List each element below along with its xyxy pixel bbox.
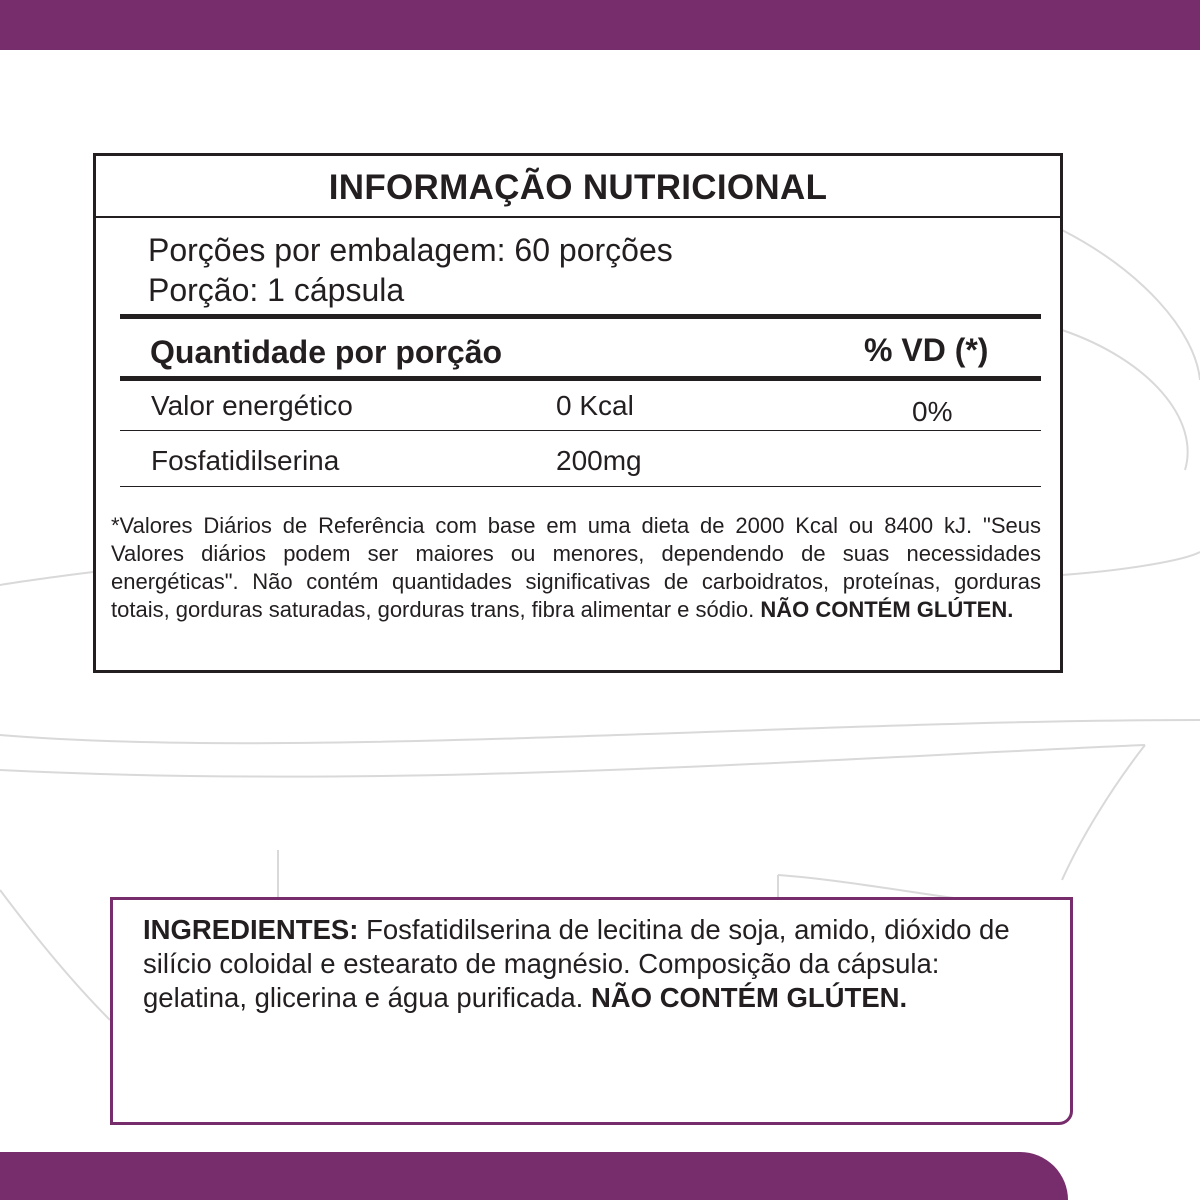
serving-size: Porção: 1 cápsula	[148, 272, 405, 308]
header-quantity: Quantidade por porção	[150, 334, 503, 370]
row-divider	[120, 486, 1041, 487]
nutrition-footnote	[111, 512, 1041, 624]
thick-divider	[120, 376, 1041, 381]
row-divider	[120, 430, 1041, 431]
servings-per-package: Porções por embalagem: 60 porções	[148, 232, 673, 268]
nutrition-facts-table	[93, 153, 1063, 673]
header-daily-value: % VD (*)	[864, 332, 989, 368]
ingredients-list: Fosfatidilserina de lecitina de soja, amido, dióxido de silício coloidal e estearato de magnésio. Composição da cápsula: gelatina, glicerina e água purificada.	[143, 914, 1010, 1013]
ingredients-text	[143, 913, 1043, 1015]
footnote-gluten-warning: NÃO CONTÉM GLÚTEN.	[760, 597, 1014, 622]
ingredients-label: INGREDIENTES:	[143, 914, 359, 945]
row-name: Fosfatidilserina	[151, 445, 340, 476]
footnote-text: *Valores Diários de Referência com base em uma dieta de 2000 Kcal ou 8400 kJ. "Seus Valores diários podem ser maiores ou menores, dependendo de suas necessidades energéticas". Não contém quantidades significativas de carboidratos, proteínas, gorduras totais, gorduras saturadas, gorduras trans, fibra alimentar e sódio.	[111, 513, 1041, 622]
row-amount: 0 Kcal	[556, 390, 634, 421]
ingredients-box	[110, 897, 1073, 1125]
thick-divider	[120, 314, 1041, 319]
nutrition-title: INFORMAÇÃO NUTRICIONAL	[96, 156, 1060, 218]
row-daily-value: 0%	[912, 396, 953, 427]
ingredients-gluten-warning: NÃO CONTÉM GLÚTEN.	[590, 982, 908, 1013]
row-amount: 200mg	[556, 445, 642, 476]
bottom-brand-bar	[0, 1152, 1068, 1200]
row-name: Valor energético	[151, 390, 353, 421]
